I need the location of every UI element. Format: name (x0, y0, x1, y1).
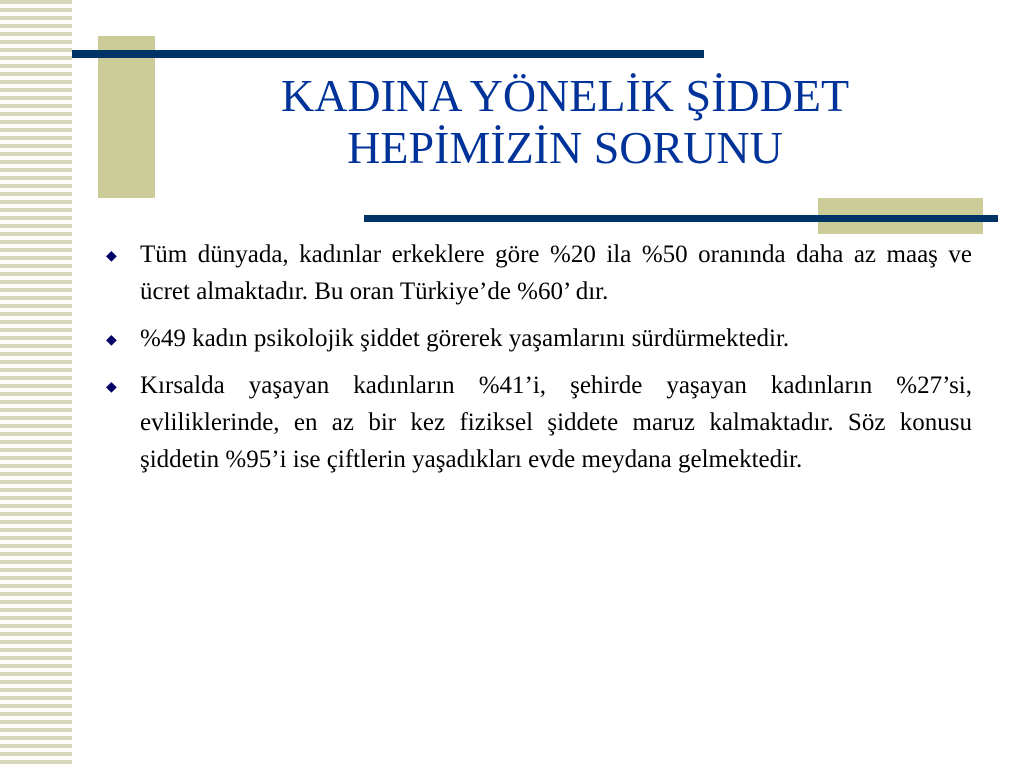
bullet-item (104, 320, 972, 357)
bullet-text: Kırsalda yaşayan kadınların %41’i, şehirde yaşayan kadınların %27’si, evliliklerinde, en az bir kez fiziksel şiddete maruz kalmaktadır. Söz konusu şiddetin %95’i ise çiftlerin yaşadıkları evde meydana gelmektedir. (140, 372, 972, 473)
bullet-text: Tüm dünyada, kadınlar erkeklere göre %20 ila %50 oranında daha az maaş ve ücret almaktadır. Bu oran Türkiye’de %60’ dır. (140, 241, 972, 305)
decorative-block-top (98, 36, 155, 198)
slide-title-line-2: HEPİMİZİN SORUNU (347, 122, 783, 173)
title-rule-top (72, 50, 704, 58)
title-rule-bottom (364, 215, 998, 222)
bullet-text: %49 kadın psikolojik şiddet görerek yaşamlarını sürdürmektedir. (140, 325, 790, 352)
diamond-bullet-icon: ◆ (106, 380, 117, 395)
striped-margin (0, 0, 72, 768)
bullet-item (104, 367, 972, 478)
slide-title-line-1: KADINA YÖNELİK ŞİDDET (280, 70, 850, 121)
diamond-bullet-icon: ◆ (106, 333, 117, 348)
slide-title (155, 70, 975, 174)
bullet-list (104, 236, 972, 488)
diamond-bullet-icon: ◆ (106, 249, 117, 264)
bullet-item (104, 236, 972, 310)
